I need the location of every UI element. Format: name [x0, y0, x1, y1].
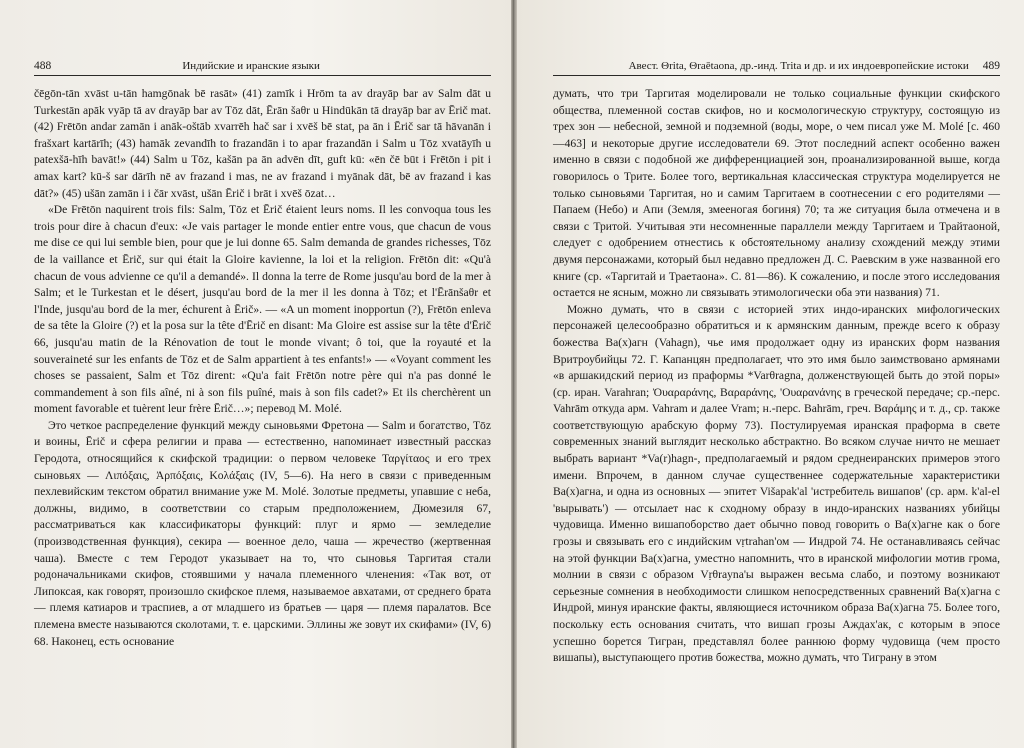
left-paragraph-1: čēgōn-tān xvāst u-tān hamgōnak bē rasāt» (41) zamīk i Hrōm ta av drayāp bar av Salm dāt u Turkestān apāk vyāp tā av drayāp bar av Tōz dāt, Ērān šaθr u Hindūkān tā drayāp bar av Ērič mat. (42) Frētōn andar zamān i anāk-oštāb xvarrēh hač sar i xvēš bē stat, pa ān i Ērič sar tā hāvanān i frašxart kartārīh; (43) hamāk zevandīh to frazandān i to apar frazandān i Salm u Tōz xvatāyīh u patexšā-hīh bavāt!» (44) Salm u Tōz, kašān pa ān advēn dīt, guft kū: «ēn čē būt i Frētōn i pit i amax kart? kū-š sar dārīh nē av frazand i mas, ne av frazand i myānak dāt, bē av frazand i kas dāt?» (45) ušān zamān i i čār xvāst, ušān Ērič i brāt i xvēš ōzat…: [34, 87, 491, 200]
left-paragraph-3: Это четкое распределение функций между сыновьями Фретона — Salm и богатство, Tōz и воины, Ērič и сфера религии и права — естественно, напоминает известный рассказ Геродота, относящийся к скифской традиции: о первом человеке Ταργίταος и его трех сыновьях — Λιπόξαις, Ἀρπόξαις, Κολάξαις (IV, 5—6). На него в связи с приведенным пехлевийским текстом обратил внимание уже M. Molé. Золотые предметы, упавшие с неба, должны, видимо, в соответствии со старым предположением, Дюмезиля 67, рассматриваться как классификаторы функций: плуг и ярмо — земледелие (производственная функция), секира — военное дело, чаша — жречество (жертвенная чаша). Вместе с тем Геродот указывает на то, что сыновья Таргитая стали родоначальниками скифов, стоявшими у начала племенного членения: «Так вот, от Липоксая, как говорят, произошло скифское племя, называемое авхатами, от среднего брата — племя катиаров и траспиев, а от младшего из братьев — царя — племя паралатов. Все племена вместе называются сколотами, т. е. царскими. Эллины же зовут их скифами» (IV, 6) 68. Наконец, есть основание: [34, 418, 491, 648]
left-paragraph-2: «De Frētōn naquirent trois fils: Salm, Tōz et Ērič étaient leurs noms. Il les convoqua tous les trois pour dire à chacun d'eux: «Je vais partager le monde entier entre vous, que chacun de vous me dise ce qui lui semble bien, pour que je lui donne 65. Salm demanda de grandes richesses, Tōz de la vaillance et Ērič, sur qui était la Gloire kavienne, la loi et la religion. Frētōn dit: «Qu'à chacun de vous advienne ce qu'il a demandé». Il donna la terre de Rome jusqu'au bord de la mer à Salm; et le Turkestan et le désert, jusqu'au bord de la mer il les donna à Tōz; et l'Ērānšaθr et l'Inde, jusqu'au bord de la mer, échurent à Ērič». — «A un moment inopportun (?), Frētōn enleva de sa tête la Gloire (?) et la posa sur la tête d'Ērič en disant: Ma Gloire est assise sur la tête d'Ērič 66, jusqu'au matin de la Rénovation de tout le monde vivant; ô toi, que la royauté et la souveraineté sur les enfants de Tōz et de Salm appartient à tes enfants!» — «Voyant comment les choses se passaient, Salm et Tōz dirent: «Qu'a fait Frētōn notre père qui n'a pas donné le commandement à son fils aîné, ni à son fils puîné, mais à son fils cadet?» Et ils cherchèrent un moment favorable et tuèrent leur frère Ērič…»; перевод M. Molé.: [34, 203, 491, 416]
right-paragraph-1: думать, что три Таргитая моделировали не только социальные функции скифского общества, племенной состав скифов, но и космологическую структуру, состоящую из трех зон — небесной, земной и подземной (воды, море, о чем писал уже M. Molé [c. 460—463] и некоторые другие исследователи 69. Этот последний аспект особенно важен именно в связи с подобной же дифференциацией зон, проанализированной выше, когда говорилось о Трите. Более того, вертикальная классическая структура моделируется не только сыновьями Таргитая, но и самим Таргитаем в соотнесении с его родителями — Папаем (Небо) и Апи (Земля, змееногая богиня) 70; та же ситуация была отмечена и в связи с Тритой. Учитывая эти несомненные параллели между Таргитаем и Трайтаоной, следует с одобрением отнестись к обстоятельному анализу схождений между этими двумя персонажами, который был недавно предложен Д. С. Раевским в уже названной его книге (ср. «Таргитай и Траетаона». С. 81—86). К сожалению, и после этого исследования остается не ясным, можно ли связывать этимологически оба эти названия) 71.: [553, 87, 1000, 300]
right-page-number: 489: [982, 60, 1000, 72]
left-page-number: 488: [34, 60, 52, 72]
right-running-head: [553, 60, 1000, 76]
right-body-text: [553, 86, 1000, 667]
left-running-head: [34, 60, 491, 76]
left-page: [0, 0, 511, 748]
right-paragraph-2: Можно думать, что в связи с историей этих индо-иранских мифологических персонажей целесообразно обратиться и к армянским данным, прежде всего к образу божества Ва(х)агн (Vahagn), чье имя продолжает одну из иранских форм названия Вритроубийцы 72. Г. Капанцян предполагает, что это имя было заимствовано армянами «в аршакидский период из праформы *Varθragna, долженствующей быть до этой поры» (ср. иран. Varahran; Ὀυαραράνης, Βαραράνης, 'Ουαρανάνης в греческой передаче; ср.-перс. Vahrām откуда арм. Vahram и далее Vram; н.-перс. Bahrām, греч. Βαράμης и т. д., ср. также соответствующую арабскую форму 73). Постулируемая иранская праформа в свете современных знаний выглядит несколько абстрактно. Во всяком случае ничто не мешает выбрать вариант *Va(r)hagn-, предполагаемый и рядом среднеиранских примеров этого имени. Впрочем, в данном случае существеннее содержательные характеристики Ва(х)агна, и одна из основных — эпитет Višapak'al 'истребитель вишапов' (ср. арм. k'al-el 'вырывать') — отсылает нас к сходному образу в индо-иранских названиях убийцы чудовища. Именно вишапоборство дает обычно повод говорить о Ва(х)агне как о боге грозы и связывать его с индийским vṛtrahan'ом — Индрой 74. Не останавливаясь сейчас на этой функции Ва(х)агна, уместно напомнить, что в иранской мифологии мотив грома, молнии в связи с образом Vṛθrayna'ы выражен весьма слабо, и поэтому возникают серьезные сомнения в необходимости слишком непосредственных сравнений Ва(х)агна с Индрой, минуя иранские факты, являющиеся источником образа Ва(х)агна 75. Более того, поскольку есть основания считать, что вишап грозы Аждах'ак, с которым в эпосе успешно борется Тигран, представлял более раннюю форму чудовища (чем просто вишапы), выступающего против божества, можно думать, что Тиграну в этом: [553, 302, 1000, 665]
right-page: [517, 0, 1024, 748]
left-body-text: [34, 86, 491, 650]
right-running-head-title: Авест. Θrita, Θraētaona, др.-инд. Trita и др. и их индоевропейские истоки: [628, 60, 969, 72]
left-running-head-title: Индийские и иранские языки: [182, 60, 320, 72]
